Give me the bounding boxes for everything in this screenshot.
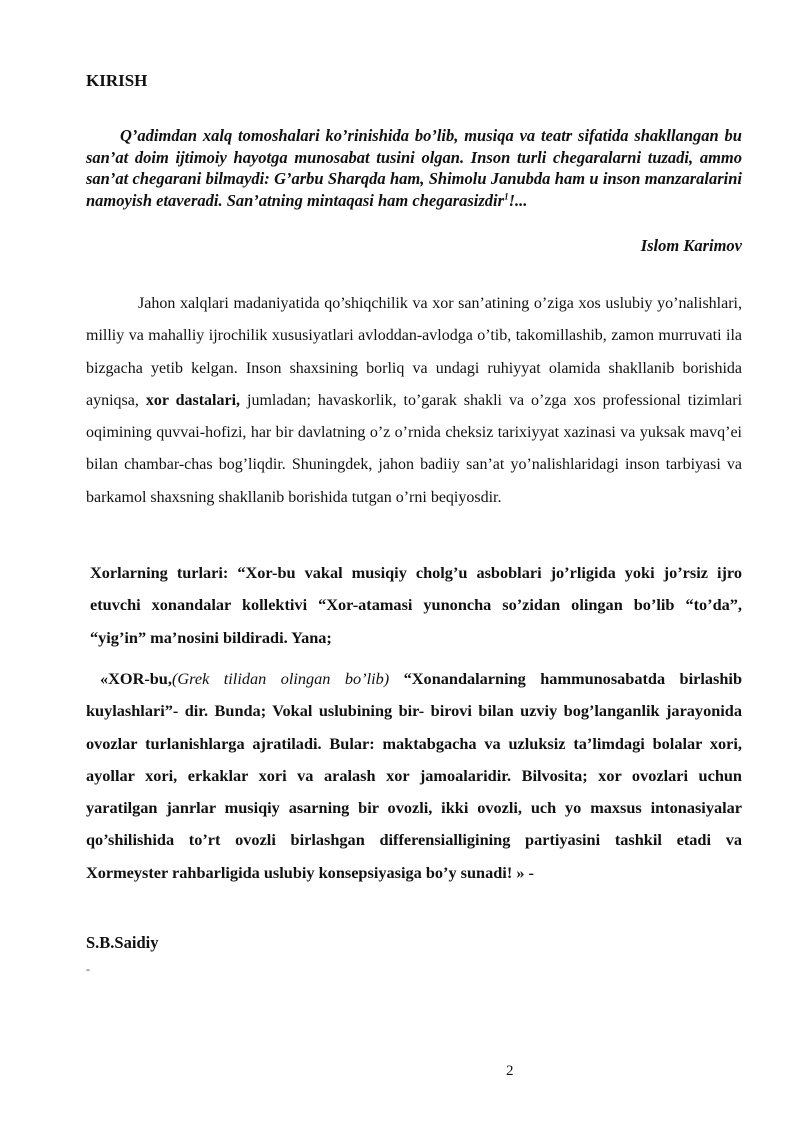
paragraph-3-italic: (Grek tilidan olingan bo’lib) <box>171 669 390 688</box>
stray-mark: - <box>86 962 90 976</box>
body-paragraph-3 <box>86 663 742 889</box>
epigraph-author: Islom Karimov <box>640 236 742 255</box>
signature: S.B.Saidiy <box>86 933 159 952</box>
section-heading: KIRISH <box>86 71 148 90</box>
body-paragraph-2: Xorlarning turlari: “Xor-bu vakal musiqiy cholg’u asboblari jo’rligida yoki jo’rsiz ijro etuvchi xonandalar kollektivi “Xor-atamasi yunoncha so’zidan olingan bo’lib “to’da”, “yig’in” ma’nosini bildiradi. Yana; <box>90 563 742 647</box>
epigraph-ending: !... <box>508 190 528 210</box>
epigraph-quote <box>86 125 742 211</box>
paragraph-3-text: “Xonandalarning hammunosabatda birlashib kuylashlari”- dir. Bunda; Vokal uslubining bir- birovi bilan uzviy bog’langanlik jarayonida ovozlar turlanishlarga ajratiladi. Bular: maktabgacha va uzluksiz ta’limdagi bolalar xori, ayollar xori, erkaklar xori va aralash xor jamoalaridir. Bilvosita; xor ovozlari uchun yaratilgan janrlar musiqiy asarning bir ovozli, ikki ovozli, uch yo maxsus intonasiyalar qo’shilishida to’rt ovozli birlashgan differensialligining partiyasini tashkil etadi va Xormeyster rahbarligida uslubiy konsepsiyasiga bo’y sunadi! » - <box>86 669 742 882</box>
epigraph-text: Q’adimdan xalq tomoshalari ko’rinishida bo’lib, musiqa va teatr sifatida shakllangan bu san’at doim ijtimoiy hayotga munosabat tusini olgan. Inson turli chegaralarni tuzadi, ammo san’at chegarani bilmaydi: G’arbu Sharqda ham, Shimolu Janubda ham u inson manzaralarini namoyish etaveradi. San’atning mintaqasi ham chegarasizdir <box>86 126 742 210</box>
paragraph-3-lead: «XOR-bu, <box>100 669 172 688</box>
paragraph-1-text-b: jumladan; havaskorlik, to’garak shakli va o’zga xos professional tizimlari oqimining quvvai-hofizi, har bir davlatning o’z o’rnida cheksiz tarixiyyat xazinasi va yuksak mavq’ei bilan chambar-chas bog’liqdir. Shuningdek, jahon badiiy san’at yo’nalishlaridagi inson tarbiyasi va barkamol shaxsning shakllanib borishida tutgan o’rni beqiyosdir. <box>86 391 743 506</box>
body-paragraph-1 <box>86 288 742 514</box>
page-number: 2 <box>506 1063 514 1079</box>
paragraph-1-text-a: Jahon xalqlari madaniyatida qo’shiqchilik va xor san’atining o’ziga xos uslubiy yo’nalishlari, milliy va mahalliy ijrochilik xususiyatlari avloddan-avlodga o’tib, takomillashib, zamon murruvati ila bizgacha yetib kelgan. Inson shaxsining borliq va undagi ruhiyyat olamida shakllanib borishida ayniqsa, <box>86 295 742 409</box>
footnote-reference[interactable]: 1 <box>504 191 509 201</box>
paragraph-1-emphasis: xor dastalari, <box>145 391 241 409</box>
